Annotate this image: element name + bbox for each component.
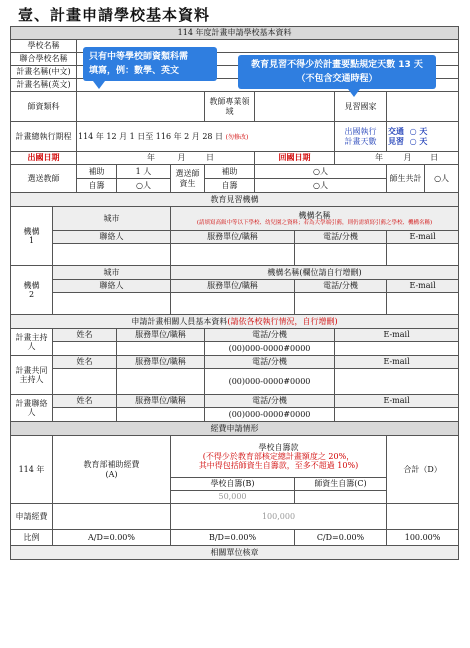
days-transit-label: 交通 [388,126,404,137]
contact-field[interactable] [53,244,171,266]
contact-field[interactable] [53,293,171,315]
seal-section-title: 相關單位核章 [11,546,459,560]
student-self-label: 師資生自籌(C) [295,478,387,491]
funding-section-title: 經費申請情形 [11,422,459,436]
request-label: 申請經費 [11,504,53,530]
plan-name-zh-label: 計畫名稱(中文) [11,66,77,79]
form-header: 114 年度計畫申請學校基本資料 [11,27,459,40]
return-date-field[interactable]: 年 月 日 [335,152,459,165]
institution-2-label: 機構 2 [11,266,53,315]
self-funding-title: 學校自籌款 (不得少於教育部核定總計畫額度之 20%， 其中得包括師資生自籌款，至多不超過 10%) [171,436,387,478]
contact-label: 聯絡人 [53,231,171,244]
email-label: E-mail [335,395,459,408]
school-self-placeholder[interactable]: 50,000 [171,491,295,504]
email-field[interactable] [387,293,459,315]
institution-name-label: 機構名稱 (請填寫高級中等以下學校、幼兒園之資料；若為大學端引薦，則仍需填寫引薦之學校、機構名稱) [171,207,459,231]
role-label: 計畫共同主持人 [11,356,53,395]
phone-field[interactable]: (00)000-0000#0000 [205,342,335,356]
student-subsidy-count[interactable]: ○人 [255,165,387,179]
callout-teacher-category: 只有中等學校師資類科需 填寫，例：數學、英文 [83,47,217,81]
days-visit-value[interactable]: ○ 天 [409,135,428,146]
funding-year: 114 年 [11,436,53,504]
contact-label: 聯絡人 [53,280,171,293]
teacher-subsidy-count[interactable]: 1 人 [117,165,171,179]
students-total-count[interactable]: ○人 [425,165,459,193]
school-self-label: 學校自籌(B) [171,478,295,491]
return-date-label: 回國日期 [255,152,335,165]
visit-country-label: 見習國家 [335,92,387,122]
teacher-field-label: 教師專業領域 [205,92,255,122]
name-label: 姓名 [53,356,117,369]
ratio-c: C/D=0.00% [295,530,387,546]
ratio-b: B/D=0.00% [171,530,295,546]
visit-country-field[interactable] [387,92,459,122]
unit-title-field[interactable] [171,293,295,315]
page-title: 壹、計畫申請學校基本資料 [18,6,211,24]
days-label-line2: 計畫天數 [344,136,377,146]
name-field[interactable] [53,408,117,422]
ratio-a: A/D=0.00% [53,530,171,546]
teacher-field-field[interactable] [255,92,335,122]
email-field[interactable] [387,244,459,266]
unit-title-label: 服務單位/職稱 [117,329,205,342]
self-funding-note-1: (不得少於教育部核定總計畫額度之 20%， [202,451,355,461]
callout-arrow [93,81,105,89]
name-label: 姓名 [53,329,117,342]
phone-label: 電話/分機 [295,231,387,244]
depart-date-field[interactable]: 年 月 日 [77,152,255,165]
period-text: 114 年 12 月 1 日至 116 年 2 月 28 日 [78,131,224,141]
self-funding-note-2: 其中得包括師資生自籌款，至多不超過 10%) [198,461,359,471]
phone-label: 電話/分機 [205,395,335,408]
unit-title-label: 服務單位/職稱 [171,280,295,293]
moe-funding-label: 教育部補助經費 (A) [53,436,171,504]
selected-students-label: 選送師資生 [171,165,205,193]
phone-label: 電話/分機 [205,356,335,369]
period-note: (勿修改) [225,133,249,141]
phone-field[interactable]: (00)000-0000#0000 [205,408,335,422]
unit-title-label: 服務單位/職稱 [171,231,295,244]
school-name-label: 學校名稱 [11,40,77,53]
unit-title-label: 服務單位/職稱 [117,395,205,408]
email-label: E-mail [387,280,459,293]
teacher-self-count[interactable]: ○人 [117,179,171,193]
callout-days-rule: 教育見習不得少於計畫要點規定天數 13 天 （不包含交通時程） [238,55,436,89]
email-field[interactable] [335,408,459,422]
student-self-count[interactable]: ○人 [255,179,387,193]
teacher-self-label: 自籌 [77,179,117,193]
unit-title-field[interactable] [171,244,295,266]
role-label: 計畫主持人 [11,329,53,356]
institution-name-note: (請填寫高級中等以下學校、幼兒園之資料；若為大學端引薦，則仍需填寫引薦之學校、機構名稱) [196,219,433,226]
institution-1-label: 機構 1 [11,207,53,266]
institutions-section-title: 教育見習機構 [11,193,459,207]
callout-arrow [348,89,360,97]
student-self-label: 自籌 [205,179,255,193]
phone-label: 電話/分機 [205,329,335,342]
days-values [387,122,459,152]
partner-school-label: 聯合學校名稱 [11,53,77,66]
days-label [335,122,387,152]
city-label: 城市 [53,207,171,231]
total-field[interactable] [387,504,459,530]
phone-field[interactable] [295,244,387,266]
phone-field[interactable] [295,293,387,315]
email-label: E-mail [335,356,459,369]
teacher-category-label: 師資類科 [11,92,77,122]
email-label: E-mail [387,231,459,244]
email-field[interactable] [335,342,459,356]
email-field[interactable] [335,369,459,395]
total-label: 合計（D） [387,436,459,504]
students-total-label: 師生共計 [387,165,425,193]
teacher-category-field[interactable] [77,92,205,122]
student-self-placeholder[interactable] [295,491,387,504]
phone-label: 電話/分機 [295,280,387,293]
phone-field[interactable]: (00)000-0000#0000 [205,369,335,395]
depart-date-label: 出國日期 [11,152,77,165]
application-form [10,26,459,560]
unit-title-field[interactable] [117,342,205,356]
name-field[interactable] [53,342,117,356]
days-label-line1: 出國執行 [344,127,377,137]
teacher-subsidy-label: 補助 [77,165,117,179]
days-transit-value[interactable]: ○ 天 [409,126,428,137]
personnel-section-title: 申請計畫相關人員基本資料(請依各校執行情況，自行增刪) [11,315,459,329]
student-subsidy-label: 補助 [205,165,255,179]
moe-funding-field[interactable] [53,504,171,530]
name-field[interactable] [53,369,117,395]
ratio-total: 100.00% [387,530,459,546]
period-label: 計畫總執行期程 [11,122,77,152]
period-value [77,122,335,152]
unit-title-label: 服務單位/職稱 [117,356,205,369]
plan-name-en-label: 計畫名稱(英文) [11,79,77,92]
ratio-label: 比例 [11,530,53,546]
email-label: E-mail [335,329,459,342]
institution-name-label: 機構名稱(欄位請自行增刪) [171,266,459,280]
self-funding-combined[interactable]: 100,000 [171,504,387,530]
unit-title-field[interactable] [117,408,205,422]
name-label: 姓名 [53,395,117,408]
days-visit-label: 見習 [388,135,404,146]
city-label: 城市 [53,266,171,280]
unit-title-field[interactable] [117,369,205,395]
selected-teachers-label: 選送教師 [11,165,77,193]
role-label: 計畫聯絡人 [11,395,53,422]
